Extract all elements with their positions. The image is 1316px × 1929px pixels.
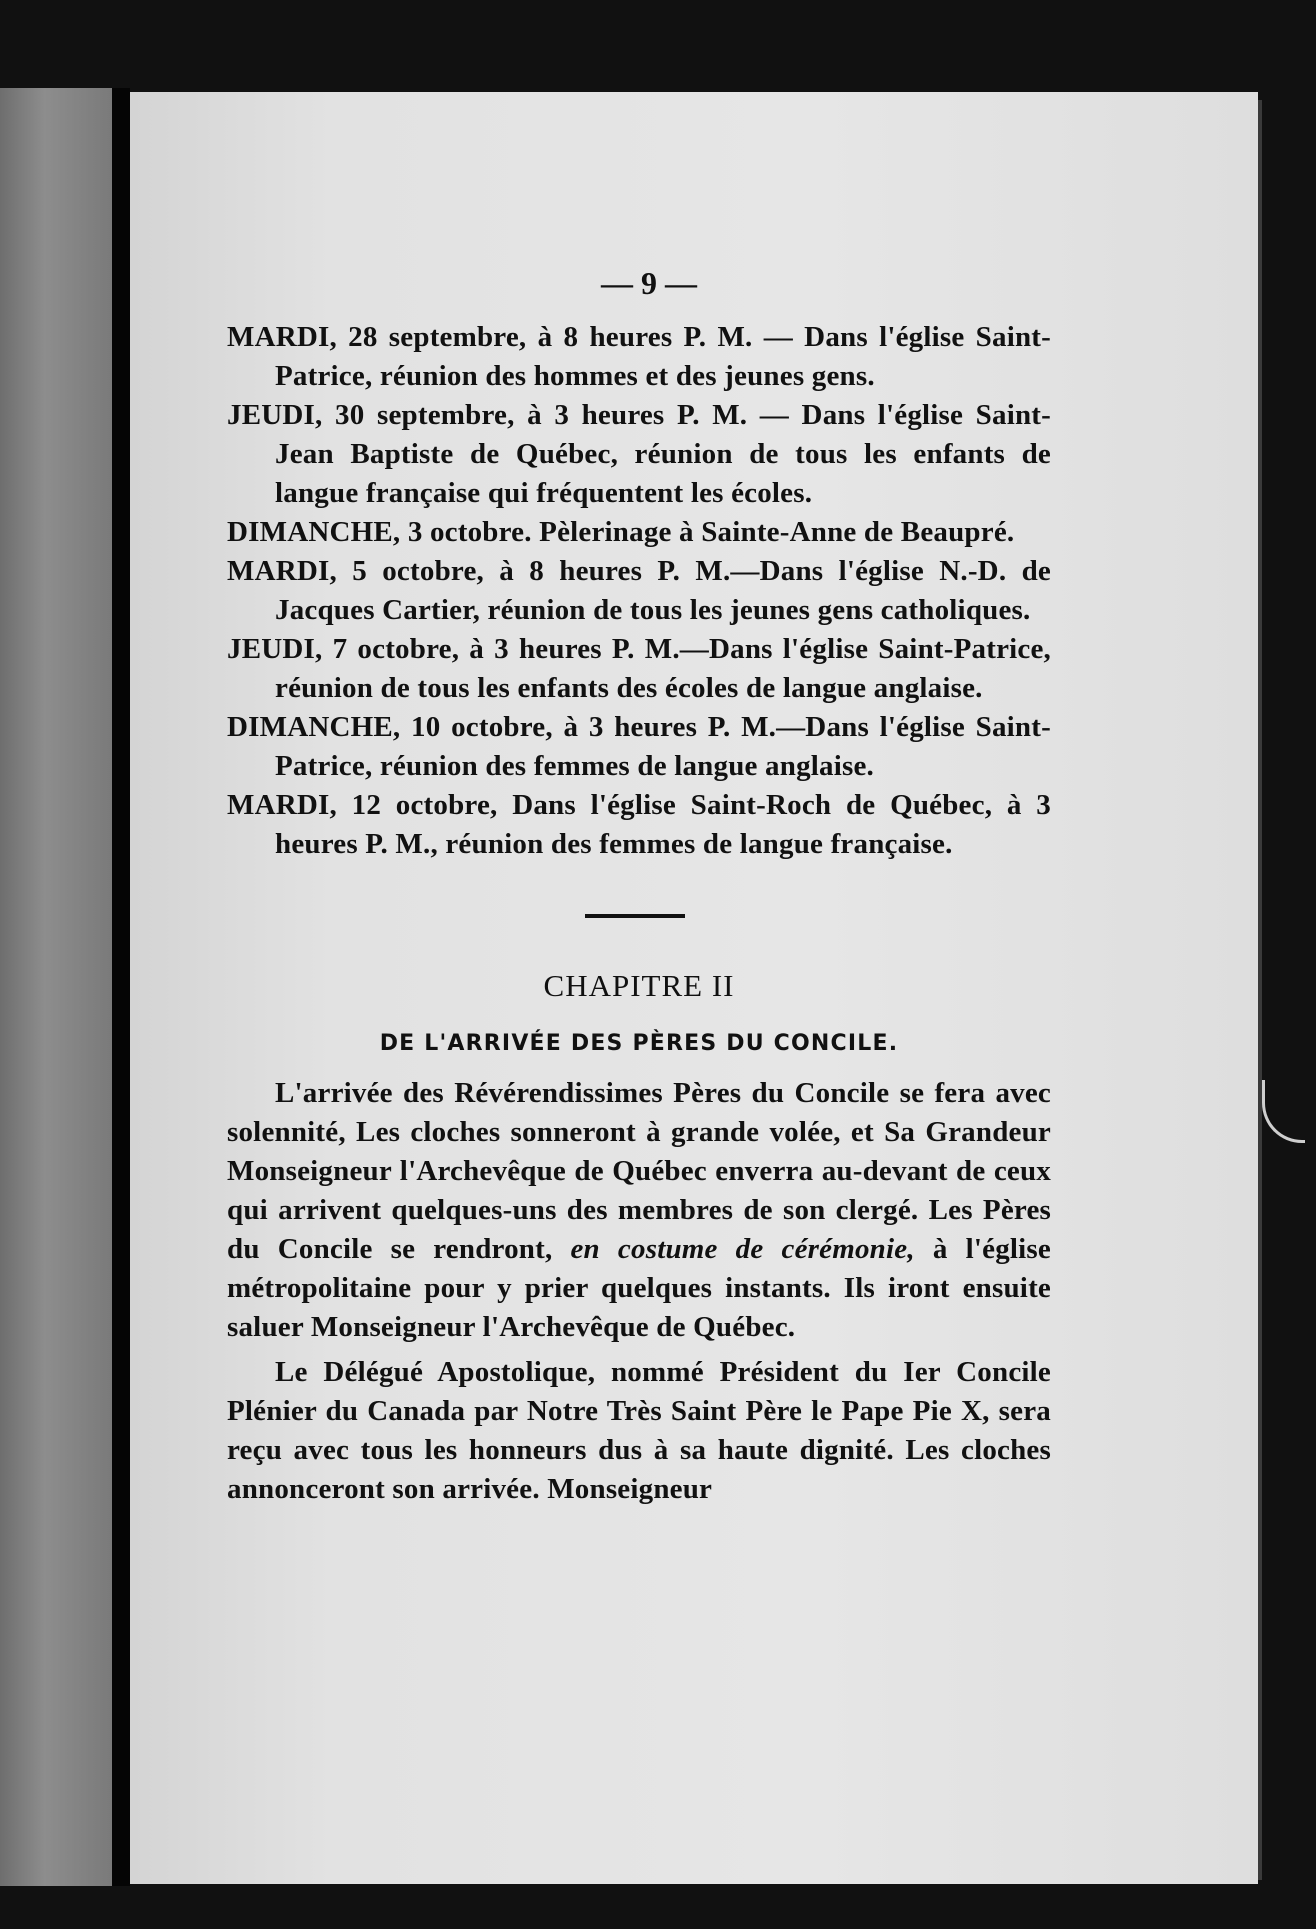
- page-number: — 9 —: [601, 265, 697, 301]
- entry-date: MARDI, 12 octobre,: [227, 789, 498, 821]
- entry-text: —Dans l'église Saint-Patrice, réunion de tous les enfants des écoles de langue anglaise.: [275, 633, 1052, 704]
- page-curl-mark: [1262, 1080, 1305, 1143]
- book-spine: [112, 88, 130, 1886]
- entry-date: MARDI, 28 septembre, à 8 heures P. M.: [227, 321, 753, 353]
- entry-text: — Dans l'église Saint-Patrice, réunion des hommes et des jeunes gens.: [275, 321, 1052, 392]
- paragraph-text: à l'église métropolitaine pour y prier quelques instants. Ils iront ensuite saluer Monseigneur l'Archevêque de Québec.: [227, 1233, 1051, 1343]
- schedule-list: [227, 318, 1051, 864]
- entry-text: —Dans l'église N.-D. de Jacques Cartier, réunion de tous les jeunes gens catholiques.: [275, 555, 1051, 626]
- paragraph-text: L'arrivée des Révérendissimes Pères du Concile se fera avec solennité, Les cloches sonneront à grande volée, et Sa Grandeur Monseigneur l'Archevêque de Québec enverra au-devant de ceux qui arrivent quelques-uns des membres de son clergé. Les Pères du Concile se rendront,: [227, 1077, 1051, 1265]
- body-paragraph: Le Délégué Apostolique, nommé Président du Ier Concile Plénier du Canada par Notre Très Saint Père le Pape Pie X, sera reçu avec tous les honneurs dus à sa haute dignité. Les cloches annonceront son arrivée. Monseigneur: [227, 1356, 1051, 1505]
- schedule-entry: [227, 318, 1051, 396]
- section-separator: [585, 914, 685, 918]
- entry-date: DIMANCHE, 3 octobre.: [227, 516, 532, 548]
- entry-date: MARDI, 5 octobre, à 8 heures P. M.: [227, 555, 731, 587]
- entry-text: Dans l'église Saint-Roch de Québec, à 3 heures P. M., réunion des femmes de langue française.: [275, 789, 1051, 860]
- page-edge: [1258, 100, 1262, 1880]
- entry-date: JEUDI, 30 septembre, à 3 heures P. M.: [227, 399, 748, 431]
- entry-date: DIMANCHE, 10 octobre, à 3 heures P. M.: [227, 711, 777, 743]
- schedule-entry: [227, 396, 1051, 513]
- entry-text: — Dans l'église Saint-Jean Baptiste de Québec, réunion de tous les enfants de langue française qui fréquentent les écoles.: [275, 399, 1051, 509]
- entry-text: Pèlerinage à Sainte-Anne de Beaupré.: [531, 516, 1015, 548]
- schedule-entry: [227, 708, 1051, 786]
- schedule-entry: [227, 552, 1051, 630]
- body-paragraph: [227, 1074, 1051, 1347]
- entry-date: JEUDI, 7 octobre, à 3 heures P. M.: [227, 633, 680, 665]
- adjacent-page-strip: [0, 88, 112, 1886]
- paragraph-italic: en costume de cérémonie,: [570, 1233, 915, 1265]
- chapter-subtitle: DE L'ARRIVÉE DES PÈRES DU CONCILE.: [379, 1031, 899, 1056]
- chapter-title: CHAPITRE II: [543, 968, 735, 1003]
- page-text: [227, 258, 1051, 1509]
- schedule-entry: [227, 513, 1051, 552]
- entry-text: —Dans l'église Saint-Patrice, réunion des femmes de langue anglaise.: [275, 711, 1051, 782]
- schedule-entry: [227, 786, 1051, 864]
- schedule-entry: [227, 630, 1051, 708]
